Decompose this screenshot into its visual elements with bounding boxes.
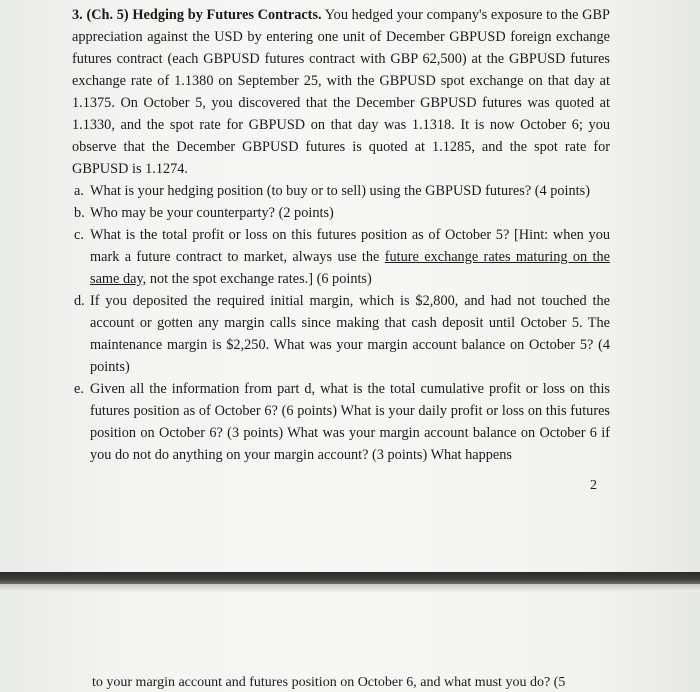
part-b-text: Who may be your counterparty? (2 points) (90, 205, 334, 221)
part-a-text: What is your hedging position (to buy or to sell) using the GBPUSD futures? (4 points) (90, 183, 590, 199)
part-a-marker: a. (74, 183, 84, 199)
part-c-text-before: What is the total profit or loss on this futures position as of October 5? [Hint: when you mark a future contract to market, always use the (90, 227, 610, 265)
part-c-underlined-hint: future exchange rates maturing on the same day, (90, 249, 610, 287)
part-b-marker: b. (74, 205, 85, 221)
question-number: 3. (72, 7, 83, 23)
part-e-text: Given all the information from part d, what is the total cumulative profit or loss on this futures position as of October 6? (6 points) What is your daily profit or loss on this futures position on October 6? (3 points) What was your margin account balance on October 6 if you do not do anything on your margin account? (3 points) What happens (90, 381, 610, 463)
part-a (72, 180, 610, 202)
question-title: (Ch. 5) Hedging by Futures Contracts. (86, 7, 322, 23)
question-intro (72, 4, 610, 180)
part-d-marker: d. (74, 293, 85, 309)
part-e (72, 378, 610, 466)
part-e-marker: e. (74, 381, 84, 397)
part-d (72, 290, 610, 378)
part-c-marker: c. (74, 227, 84, 243)
page-number: 2 (590, 478, 597, 493)
part-c (72, 224, 610, 290)
question-intro-text: You hedged your company's exposure to the GBP appreciation against the USD by entering one unit of December GBPUSD foreign exchange futures contract (each GBPUSD futures contract with GBP 62,500) at the GBPUSD futures exchange rate of 1.1380 on September 25, with the GBPUSD spot exchange on that day at 1.1375. On October 5, you discovered that the December GBPUSD futures was quoted at 1.1330, and the spot rate for GBPUSD on that day was 1.1318. It is now October 6; you observe that the December GBPUSD futures is quoted at 1.1285, and the spot rate for GBPUSD is 1.1274. (72, 7, 610, 177)
part-b (72, 202, 610, 224)
part-c-text-after: not the spot exchange rates.] (6 points) (146, 271, 372, 287)
page-divider (0, 572, 700, 584)
question-parts (72, 180, 610, 466)
continuation-text: to your margin account and futures position on October 6, and what must you do? (5 (92, 675, 566, 690)
page-divider-shadow (0, 584, 700, 592)
next-page (0, 592, 700, 691)
question-3 (72, 4, 610, 466)
part-d-text: If you deposited the required initial margin, which is $2,800, and had not touched the account or gotten any margin calls since making that cash deposit until October 5. The maintenance margin is $2,250. What was your margin account balance on October 5? (4 points) (90, 293, 610, 375)
